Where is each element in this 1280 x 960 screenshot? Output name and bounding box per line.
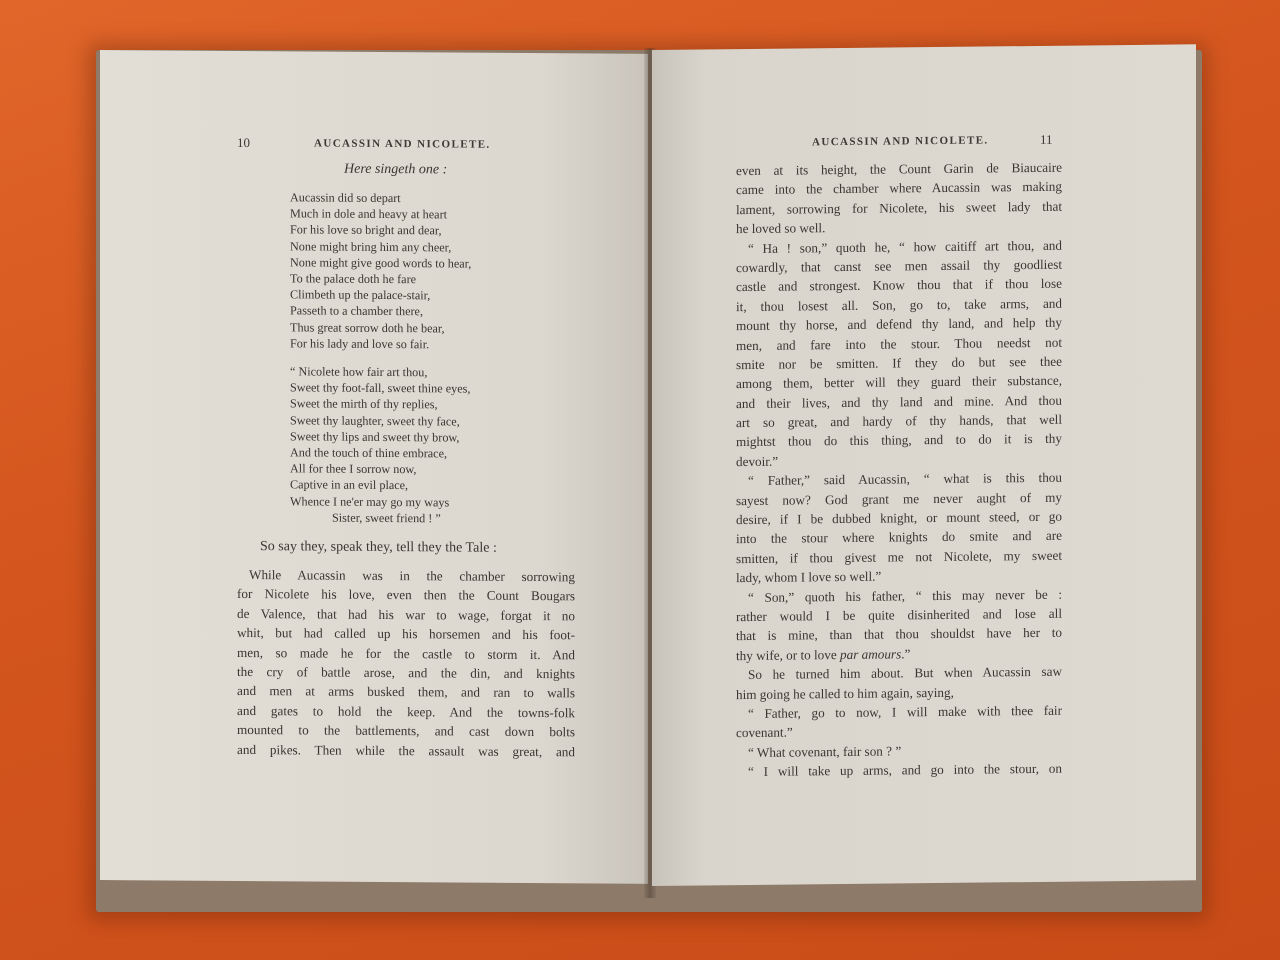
prose-line: devoir.”	[736, 453, 779, 469]
song-heading: Here singeth one :	[344, 161, 448, 178]
verse-line: Much in dole and heavy at heart	[290, 206, 448, 222]
prose-line: smitten, if thou givest me not Nicolete, my sweet	[736, 547, 1062, 566]
prose-line: So he turned him about. But when Aucassin saw	[748, 663, 1062, 683]
right-running-head: AUCASSIN AND NICOLETE.	[812, 134, 989, 149]
verse-line: Sister, sweet friend ! ”	[332, 510, 441, 526]
verse-line: For his lady and love so fair.	[290, 336, 430, 351]
prose-line: cowardly, that canst see men assail thy goodliest	[736, 256, 1062, 276]
prose-line: the cry of battle arose, and the din, and knights	[237, 663, 575, 682]
left-page-number: 10	[237, 134, 250, 151]
italic-phrase: par amours	[840, 646, 902, 662]
verse-line: Aucassin did so depart	[290, 190, 401, 206]
prose-line: desire, if I be dubbed knight, or mount steed, or go	[736, 508, 1062, 528]
prose-line: among them, better will they guard their substance,	[736, 373, 1062, 392]
prose-line: lament, sorrowing for Nicolete, his sweet lady that	[736, 198, 1062, 217]
verse-line: None might bring him any cheer,	[290, 238, 452, 255]
prose-line: and pikes. Then while the assault was great, and	[237, 741, 575, 759]
verse-line: Captive in an evil place,	[290, 477, 409, 493]
verse-line: Passeth to a chamber there,	[290, 303, 423, 319]
prose-line: “ Ha ! son,” quoth he, “ how caitiff art thou, and	[748, 237, 1062, 256]
prose-fragment: .”	[901, 646, 911, 662]
prose-line: came into the chamber where Aucassin was making	[736, 179, 1062, 198]
tale-heading: So say they, speak they, tell they the Tale :	[260, 539, 497, 556]
prose-line: it, thou losest all. Son, go to, take arms, and	[736, 295, 1062, 314]
verse-line: Thus great sorrow doth he bear,	[290, 319, 445, 335]
prose-line: men, and fare into the stour. Thou needst not	[736, 334, 1062, 353]
prose-line: mount thy horse, and defend thy land, and help thy	[736, 314, 1062, 334]
prose-line: men, so made he for the castle to storm it. And	[237, 644, 575, 662]
prose-line: for Nicolete his love, even then the Count Bougars	[237, 586, 575, 604]
prose-line: “ Father, go to now, I will make with thee fair	[748, 702, 1062, 721]
verse-line: All for thee I sorrow now,	[290, 461, 417, 477]
prose-line: sayest now? God grant me never aught of my	[736, 489, 1062, 508]
prose-line: smite nor be smitten. If they do but see thee	[736, 353, 1062, 373]
prose-line: and men at arms busked them, and ran to walls	[237, 683, 575, 701]
right-page-number: 11	[1040, 131, 1053, 147]
prose-line: “ Father,” said Aucassin, “ what is this thou	[748, 469, 1062, 489]
prose-line: that is mine, than that thou shouldst have her to	[736, 625, 1062, 644]
prose-line: While Aucassin was in the chamber sorrowing	[249, 567, 575, 585]
prose-line: mightst thou do this thing, and to do it is thy	[736, 431, 1062, 450]
prose-line: castle and strongest. Know thou that if thou lose	[736, 276, 1062, 295]
prose-line: and their lives, and thy land and mine. And thou	[736, 392, 1062, 411]
prose-fragment: thy wife, or to love	[736, 646, 837, 663]
prose-line: and gates to hold the keep. And the towns-folk	[237, 702, 575, 721]
verse-line: To the palace doth he fare	[290, 271, 417, 287]
prose-line: art so great, and hardy of thy hands, that well	[736, 411, 1062, 431]
verse-line: Whence I ne'er may go my ways	[290, 493, 450, 509]
verse-stanza-1	[290, 189, 471, 352]
prose-line: into the stour where knights do smite and are	[736, 528, 1062, 547]
left-prose	[237, 565, 575, 761]
verse-line: “ Nicolete how fair art thou,	[290, 364, 428, 380]
prose-line: “ Son,” quoth his father, “ this may never be :	[748, 586, 1062, 605]
prose-line: rather would I be quite disinherited and lose all	[736, 605, 1062, 625]
verse-line: Climbeth up the palace-stair,	[290, 287, 431, 303]
right-page	[652, 44, 1196, 886]
prose-line: whit, but had called up his horsemen and his foot-	[237, 625, 575, 643]
left-running-head: AUCASSIN AND NICOLETE.	[314, 137, 491, 151]
verse-stanza-2	[290, 363, 470, 526]
verse-line: And the touch of thine embrace,	[290, 445, 448, 461]
verse-line: For his love so bright and dear,	[290, 222, 442, 238]
prose-line: him going he called to him again, saying,	[736, 684, 954, 702]
right-prose	[736, 158, 1062, 782]
verse-line: Sweet thy foot-fall, sweet thine eyes,	[290, 380, 471, 396]
prose-line: he loved so well.	[736, 220, 826, 237]
prose-line: covenant.”	[736, 724, 793, 741]
prose-line: lady, whom I love so well.”	[736, 568, 882, 586]
verse-line: Sweet the mirth of thy replies,	[290, 396, 438, 412]
prose-line: “ What covenant, fair son ? ”	[748, 743, 902, 760]
verse-line: None might give good words to hear,	[290, 255, 472, 271]
prose-line: “ I will take up arms, and go into the stour, on	[748, 760, 1062, 780]
prose-line: de Valence, that had his war to wage, forgat it no	[237, 605, 575, 624]
prose-line: mounted to the battlements, and cast down bolts	[237, 722, 575, 740]
verse-line: Sweet thy lips and sweet thy brow,	[290, 429, 460, 445]
prose-line: even at its height, the Count Garin de Biaucaire	[736, 159, 1062, 179]
verse-line: Sweet thy laughter, sweet thy face,	[290, 412, 460, 429]
left-page	[100, 50, 648, 884]
